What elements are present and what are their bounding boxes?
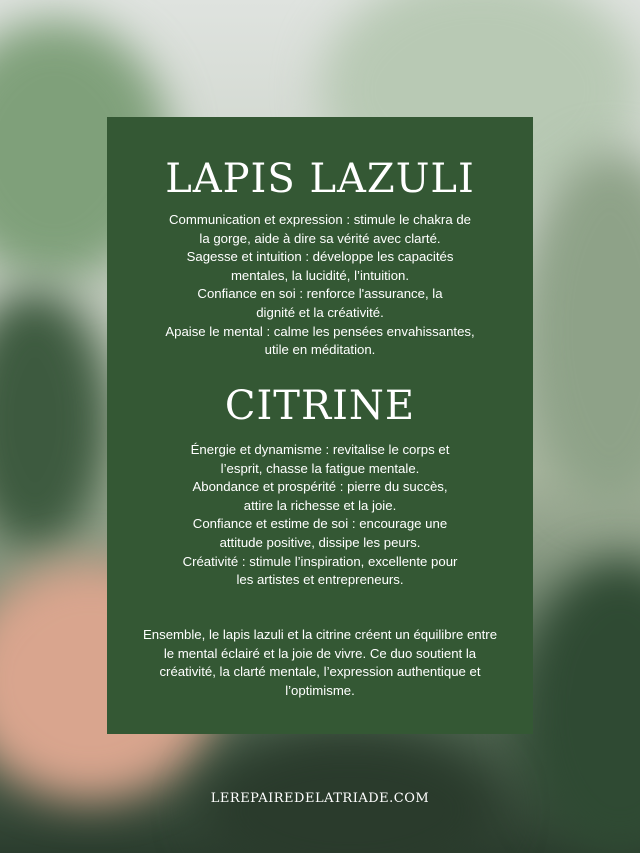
- text-line: Sagesse et intuition : développe les capacités: [186, 249, 454, 265]
- text-line: l’optimisme.: [285, 682, 355, 698]
- text-line: utile en méditation.: [264, 342, 376, 358]
- text-line: les artistes et entrepreneurs.: [236, 572, 404, 588]
- text-line: Apaise le mental : calme les pensées envahissantes,: [165, 323, 475, 339]
- text-line: créativité, la clarté mentale, l’expression authentique et: [159, 664, 481, 680]
- lapis-lazuli-title: LAPIS LAZULI: [165, 156, 475, 202]
- text-line: le mental éclairé et la joie de vivre. Ce duo soutient la: [163, 645, 477, 661]
- text-line: l’esprit, chasse la fatigue mentale.: [220, 460, 420, 476]
- text-line: la gorge, aide à dire sa vérité avec clarté.: [199, 230, 441, 246]
- text-line: Confiance en soi : renforce l'assurance, la: [197, 286, 443, 302]
- text-line: Ensemble, le lapis lazuli et la citrine créent un équilibre entre: [142, 627, 498, 642]
- lapis-lazuli-description: [147, 211, 493, 360]
- text-line: Abondance et prospérité : pierre du succès,: [192, 479, 448, 495]
- text-line: Énergie et dynamisme : revitalise le corps et: [190, 442, 450, 457]
- summary-paragraph: [123, 626, 517, 700]
- text-line: attitude positive, dissipe les peurs.: [219, 534, 421, 550]
- citrine-description: [155, 441, 485, 590]
- text-line: Créativité : stimule l’inspiration, excellente pour: [182, 553, 458, 569]
- info-card: [107, 117, 533, 734]
- text-line: Communication et expression : stimule le chakra de: [169, 212, 471, 227]
- citrine-title: CITRINE: [224, 383, 416, 429]
- text-line: attire la richesse et la joie.: [243, 497, 397, 513]
- text-line: Confiance et estime de soi : encourage une: [192, 516, 448, 532]
- website-footer: LEREPAIREDELATRIADE.COM: [210, 791, 430, 806]
- text-line: dignité et la créativité.: [256, 304, 384, 320]
- text-line: mentales, la lucidité, l’intuition.: [230, 267, 410, 283]
